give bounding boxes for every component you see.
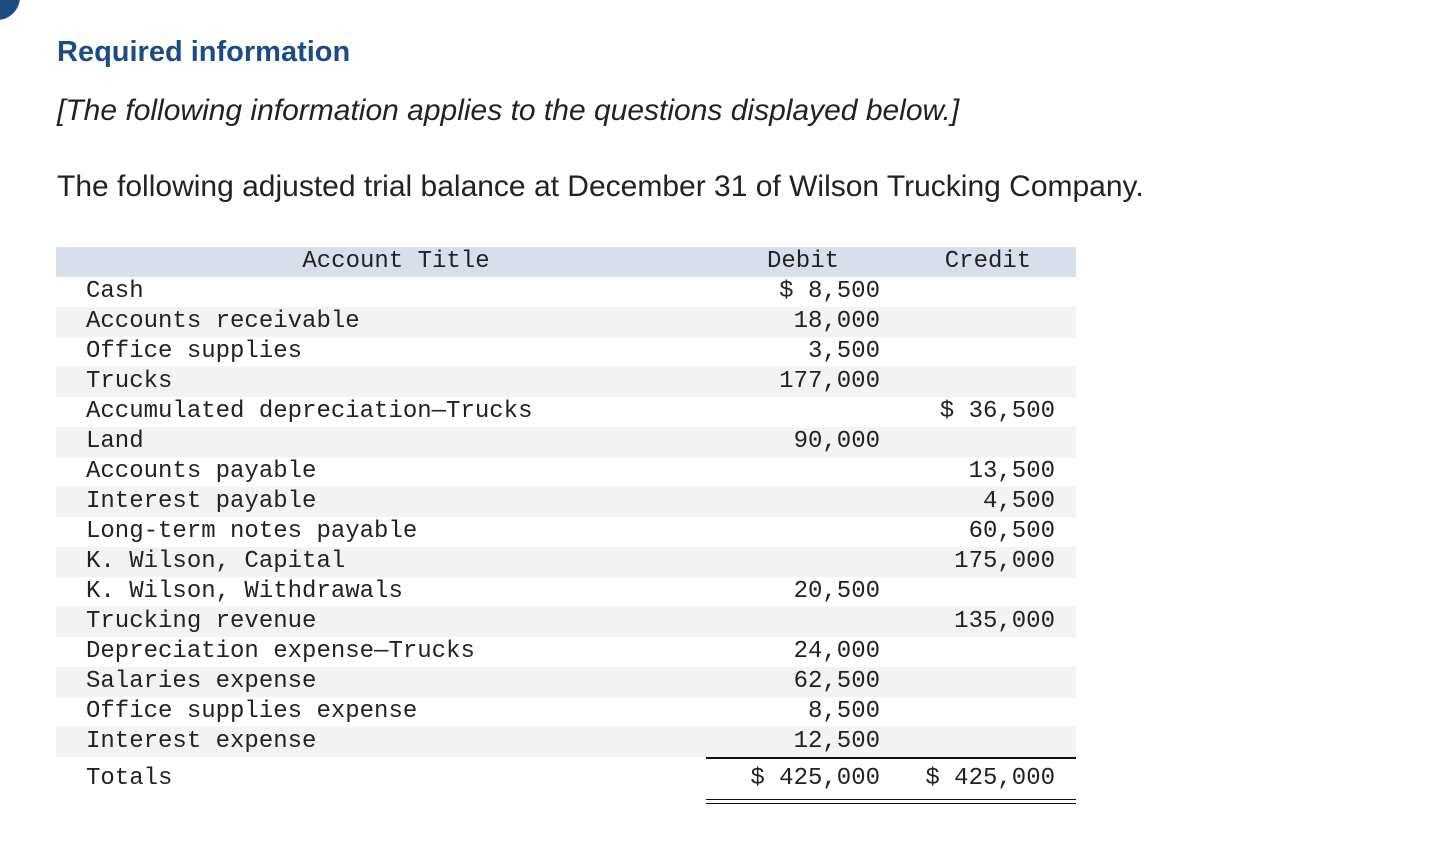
credit-total: $ 425,000 — [925, 765, 1055, 792]
table-row — [56, 517, 1076, 547]
column-header-credit: Credit — [944, 248, 1032, 275]
table-row — [56, 427, 1076, 457]
account-cell: Cash — [86, 278, 144, 305]
debit-total: $ 425,000 — [750, 765, 880, 792]
table-row — [56, 487, 1076, 517]
table-row — [56, 667, 1076, 697]
account-cell: Interest expense — [86, 728, 317, 755]
credit-cell: $ 36,500 — [939, 398, 1055, 425]
table-row — [56, 307, 1076, 337]
table-row — [56, 697, 1076, 727]
debit-cell: 90,000 — [793, 428, 880, 455]
debit-cell: 12,500 — [793, 728, 880, 755]
table-row — [56, 637, 1076, 667]
trial-balance-table — [56, 247, 1076, 797]
credit-cell: 13,500 — [968, 458, 1055, 485]
debit-cell: 62,500 — [793, 668, 880, 695]
debit-cell: 8,500 — [807, 698, 880, 725]
debit-cell: 177,000 — [779, 368, 880, 395]
credit-double-underline — [900, 799, 1076, 804]
instruction-note: [The following information applies to the questions displayed below.] — [57, 94, 960, 127]
account-cell: Land — [86, 428, 144, 455]
debit-cell: $ 8,500 — [779, 278, 880, 305]
table-row — [56, 727, 1076, 757]
account-cell: K. Wilson, Withdrawals — [86, 578, 403, 605]
column-header-account-title: Account Title — [302, 248, 490, 275]
credit-cell: 60,500 — [968, 518, 1055, 545]
page-title: Required information — [57, 36, 351, 68]
account-cell: Office supplies — [86, 338, 303, 365]
table-row — [56, 397, 1076, 427]
account-cell: Trucks — [86, 368, 173, 395]
table-body — [56, 277, 1076, 757]
credit-cell: 4,500 — [982, 488, 1055, 515]
corner-badge — [0, 0, 20, 20]
account-cell: Accumulated depreciation—Trucks — [86, 398, 533, 425]
table-row — [56, 547, 1076, 577]
debit-cell: 20,500 — [793, 578, 880, 605]
account-cell: Salaries expense — [86, 668, 317, 695]
totals-label: Totals — [86, 765, 173, 792]
account-cell: Accounts payable — [86, 458, 317, 485]
column-header-debit: Debit — [766, 248, 839, 275]
account-cell: Trucking revenue — [86, 608, 317, 635]
debit-cell: 3,500 — [807, 338, 880, 365]
account-cell: Long-term notes payable — [86, 518, 418, 545]
table-row — [56, 367, 1076, 397]
account-cell: Interest payable — [86, 488, 317, 515]
account-cell: K. Wilson, Capital — [86, 548, 346, 575]
account-cell: Accounts receivable — [86, 308, 360, 335]
table-header-row — [56, 247, 1076, 277]
table-row — [56, 337, 1076, 367]
table-row — [56, 457, 1076, 487]
account-cell: Depreciation expense—Trucks — [86, 638, 475, 665]
credit-cell: 135,000 — [954, 608, 1055, 635]
debit-double-underline — [706, 799, 900, 804]
debit-cell: 24,000 — [793, 638, 880, 665]
credit-cell: 175,000 — [954, 548, 1055, 575]
debit-cell: 18,000 — [793, 308, 880, 335]
totals-row — [56, 757, 1076, 797]
table-row — [56, 577, 1076, 607]
account-cell: Office supplies expense — [86, 698, 418, 725]
problem-intro: The following adjusted trial balance at December 31 of Wilson Trucking Company. — [57, 170, 1144, 203]
table-row — [56, 607, 1076, 637]
table-row — [56, 277, 1076, 307]
